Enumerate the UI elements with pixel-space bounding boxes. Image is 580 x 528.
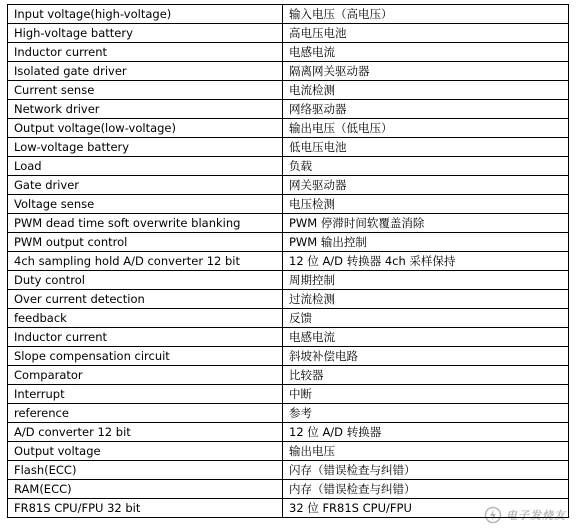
english-term-cell: Load [8, 157, 283, 176]
table-row [8, 81, 569, 100]
chinese-term-cell: 电流检测 [283, 81, 569, 100]
table-row [8, 100, 569, 119]
chinese-term-cell: PWM 输出控制 [283, 233, 569, 252]
chinese-term-cell: 过流检测 [283, 290, 569, 309]
chinese-term-cell: 参考 [283, 404, 569, 423]
english-term-cell: Output voltage [8, 442, 283, 461]
chinese-term-cell: 中断 [283, 385, 569, 404]
table-row [8, 176, 569, 195]
english-term-cell: High-voltage battery [8, 24, 283, 43]
chinese-term-cell: 12 位 A/D 转换器 [283, 423, 569, 442]
english-term-cell: RAM(ECC) [8, 480, 283, 499]
english-term-cell: reference [8, 404, 283, 423]
table-row [8, 366, 569, 385]
english-term-cell: Low-voltage battery [8, 138, 283, 157]
english-term-cell: Inductor current [8, 43, 283, 62]
table-row [8, 423, 569, 442]
chinese-term-cell: 12 位 A/D 转换器 4ch 采样保持 [283, 252, 569, 271]
table-row [8, 290, 569, 309]
chinese-term-cell: 电感电流 [283, 328, 569, 347]
chinese-term-cell: 周期控制 [283, 271, 569, 290]
chinese-term-cell: 输出电压（低电压） [283, 119, 569, 138]
chinese-term-cell: 输入电压（高电压） [283, 5, 569, 24]
glossary-table-body [8, 5, 569, 518]
english-term-cell: Output voltage(low-voltage) [8, 119, 283, 138]
chinese-term-cell: 输出电压 [283, 442, 569, 461]
table-row [8, 385, 569, 404]
chinese-term-cell: 隔离网关驱动器 [283, 62, 569, 81]
chinese-term-cell: 低电压电池 [283, 138, 569, 157]
english-term-cell: Inductor current [8, 328, 283, 347]
table-row [8, 138, 569, 157]
english-term-cell: Current sense [8, 81, 283, 100]
table-row [8, 43, 569, 62]
english-term-cell: 4ch sampling hold A/D converter 12 bit [8, 252, 283, 271]
table-row [8, 480, 569, 499]
chinese-term-cell: 比较器 [283, 366, 569, 385]
table-row [8, 404, 569, 423]
chinese-term-cell: 网关驱动器 [283, 176, 569, 195]
english-term-cell: Gate driver [8, 176, 283, 195]
chinese-term-cell: 32 位 FR81S CPU/FPU [283, 499, 569, 518]
english-term-cell: Network driver [8, 100, 283, 119]
table-row [8, 309, 569, 328]
english-term-cell: PWM dead time soft overwrite blanking [8, 214, 283, 233]
table-row [8, 461, 569, 480]
chinese-term-cell: 高电压电池 [283, 24, 569, 43]
english-term-cell: A/D converter 12 bit [8, 423, 283, 442]
table-row [8, 499, 569, 518]
english-term-cell: Comparator [8, 366, 283, 385]
table-row [8, 442, 569, 461]
english-term-cell: Duty control [8, 271, 283, 290]
chinese-term-cell: 网络驱动器 [283, 100, 569, 119]
table-row [8, 252, 569, 271]
english-term-cell: Input voltage(high-voltage) [8, 5, 283, 24]
glossary-table [7, 4, 569, 518]
english-term-cell: Flash(ECC) [8, 461, 283, 480]
chinese-term-cell: 电压检测 [283, 195, 569, 214]
chinese-term-cell: 反馈 [283, 309, 569, 328]
table-row [8, 271, 569, 290]
english-term-cell: Interrupt [8, 385, 283, 404]
english-term-cell: Over current detection [8, 290, 283, 309]
chinese-term-cell: 电感电流 [283, 43, 569, 62]
english-term-cell: Slope compensation circuit [8, 347, 283, 366]
chinese-term-cell: 斜坡补偿电路 [283, 347, 569, 366]
english-term-cell: PWM output control [8, 233, 283, 252]
watermark-text: 电子发烧友 [506, 509, 566, 522]
english-term-cell: FR81S CPU/FPU 32 bit [8, 499, 283, 518]
table-row [8, 328, 569, 347]
table-row [8, 119, 569, 138]
table-row [8, 347, 569, 366]
english-term-cell: feedback [8, 309, 283, 328]
table-row [8, 214, 569, 233]
table-row [8, 5, 569, 24]
english-term-cell: Isolated gate driver [8, 62, 283, 81]
table-row [8, 157, 569, 176]
table-row [8, 195, 569, 214]
english-term-cell: Voltage sense [8, 195, 283, 214]
table-row [8, 24, 569, 43]
chinese-term-cell: PWM 停滞时间软覆盖消除 [283, 214, 569, 233]
table-row [8, 62, 569, 81]
chinese-term-cell: 负载 [283, 157, 569, 176]
table-row [8, 233, 569, 252]
chinese-term-cell: 闪存（错误检查与纠错） [283, 461, 569, 480]
chinese-term-cell: 内存（错误检查与纠错） [283, 480, 569, 499]
